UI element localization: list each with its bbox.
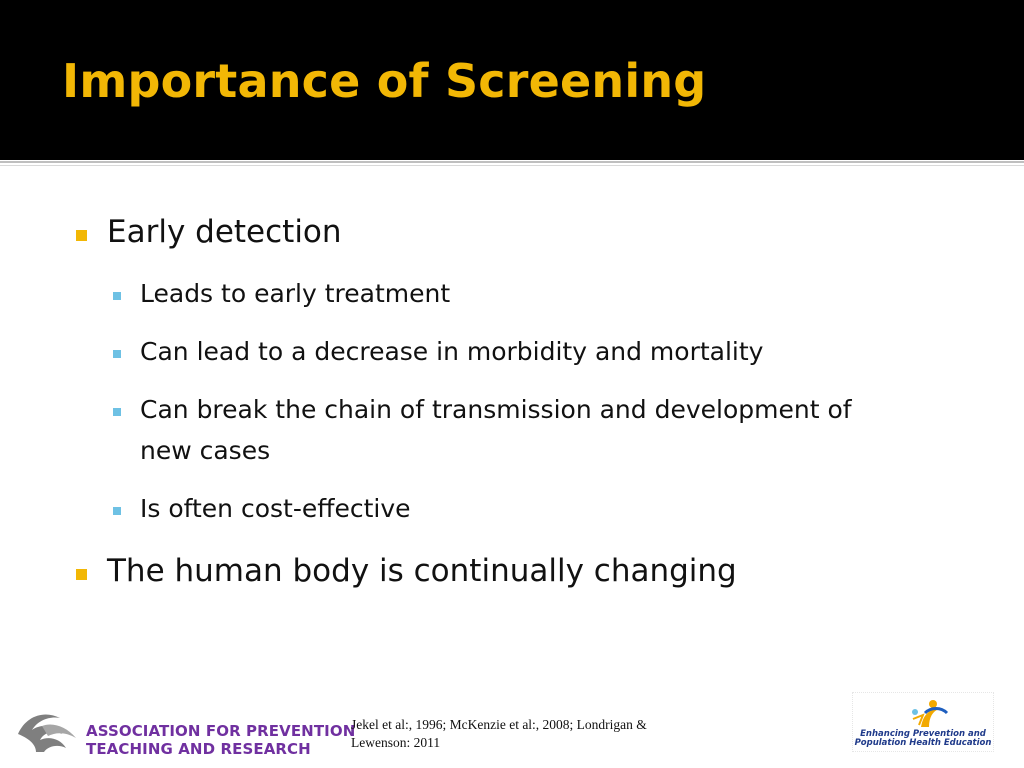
citation-line1: Jekel et al:, 1996; McKenzie et al:, 2008; Londrigan & (351, 717, 647, 732)
citation-line2: Lewenson: 2011 (351, 735, 441, 750)
org-name-line1: ASSOCIATION FOR PREVENTION (86, 722, 356, 740)
slide-title: Importance of Screening (62, 54, 707, 108)
bullet-marker-level2 (113, 292, 121, 300)
bullet-marker-level1 (76, 230, 87, 241)
bullet-item-level2: Is often cost-effective (140, 494, 411, 523)
bullet-item-level2-line2: new cases (140, 436, 271, 465)
wave-logo-icon (14, 704, 80, 754)
org-name-line2: TEACHING AND RESEARCH (86, 740, 311, 758)
figure-logo-icon (899, 697, 949, 731)
citation (351, 716, 751, 752)
bullet-item-level1: Early detection (107, 214, 342, 250)
partner-logo-line2: Population Health Education (854, 738, 992, 748)
bullet-marker-level2 (113, 408, 121, 416)
bullet-item-level1: The human body is continually changing (107, 553, 737, 589)
bullet-marker-level2 (113, 507, 121, 515)
bullet-item-level2: Leads to early treatment (140, 279, 451, 308)
bullet-item-level2-line1: Can break the chain of transmission and development of (140, 395, 852, 424)
partner-logo-line1: Enhancing Prevention and (860, 729, 986, 739)
partner-logo (852, 692, 994, 752)
bullet-item-level2: Can lead to a decrease in morbidity and mortality (140, 337, 764, 366)
bullet-marker-level2 (113, 350, 121, 358)
bullet-marker-level1 (76, 569, 87, 580)
